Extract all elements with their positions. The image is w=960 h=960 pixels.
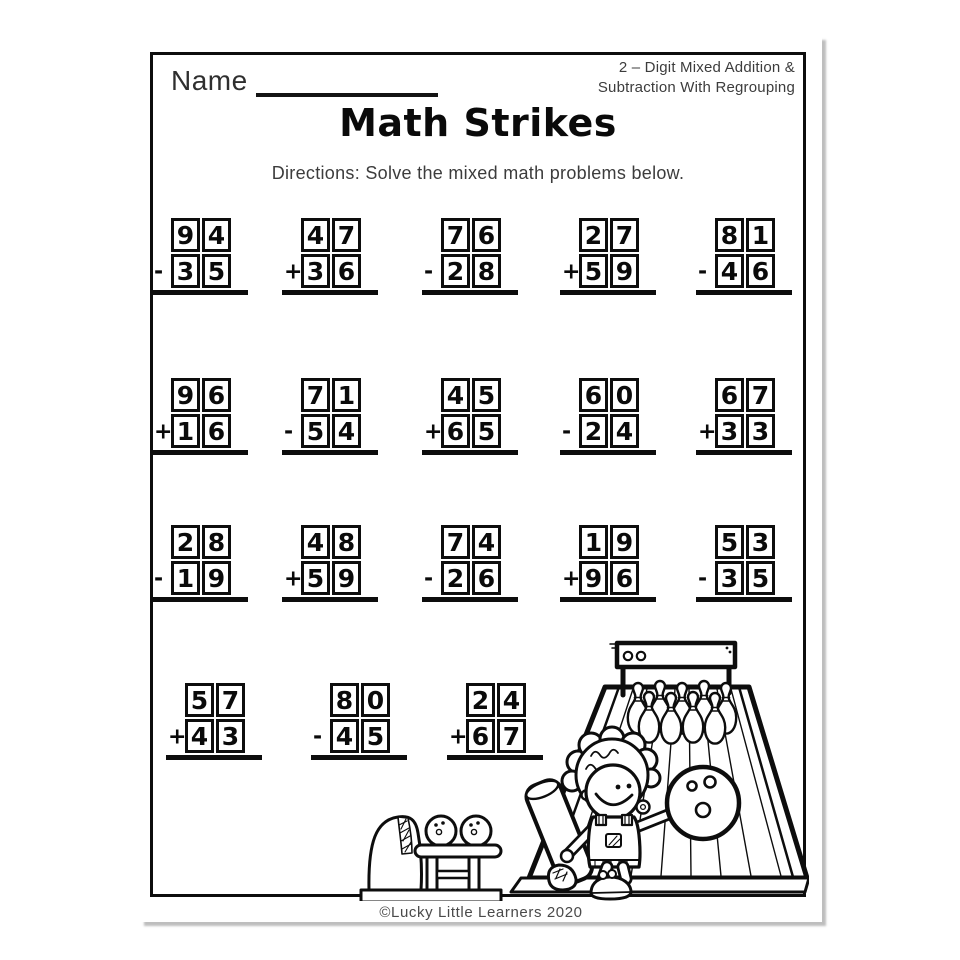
digit-cell-bottom-ones: 5	[746, 561, 775, 595]
digit-cell-bottom-tens: 4	[185, 719, 214, 753]
digit-cell-bottom-tens: 6	[441, 414, 470, 448]
digit-cell-top-tens: 2	[171, 525, 200, 559]
digit-cell-top-ones: 7	[216, 683, 245, 717]
digit-cell-bottom-ones: 6	[202, 414, 231, 448]
math-problem	[562, 218, 639, 288]
digit-cell-bottom-tens: 2	[441, 561, 470, 595]
worksheet-border	[150, 52, 806, 897]
digit-cell-bottom-ones: 6	[332, 254, 361, 288]
digit-cell-bottom-ones: 3	[216, 719, 245, 753]
digit-cell-top-tens: 4	[301, 525, 330, 559]
digit-cell-bottom-tens: 1	[171, 414, 200, 448]
math-problem	[284, 525, 361, 595]
digit-grid	[171, 525, 231, 595]
digit-cell-bottom-tens: 1	[171, 561, 200, 595]
digit-cell-top-tens: 4	[301, 218, 330, 252]
digit-cell-bottom-ones: 4	[610, 414, 639, 448]
digit-cell-top-tens: 6	[579, 378, 608, 412]
digit-cell-top-tens: 7	[301, 378, 330, 412]
math-problem	[154, 218, 231, 288]
operator-sign: +	[424, 419, 443, 445]
digit-cell-bottom-tens: 2	[579, 414, 608, 448]
digit-cell-bottom-tens: 2	[441, 254, 470, 288]
digit-cell-top-ones: 0	[361, 683, 390, 717]
math-problem	[168, 683, 245, 753]
digit-cell-bottom-ones: 3	[746, 414, 775, 448]
digit-cell-bottom-ones: 6	[472, 561, 501, 595]
digit-cell-bottom-ones: 9	[202, 561, 231, 595]
answer-line	[560, 290, 656, 295]
digit-cell-bottom-tens: 5	[579, 254, 608, 288]
digit-cell-top-ones: 5	[472, 378, 501, 412]
digit-cell-top-ones: 4	[472, 525, 501, 559]
answer-line	[152, 597, 248, 602]
operator-sign: -	[698, 259, 708, 285]
directions-text: Directions: Solve the mixed math problems below.	[271, 163, 685, 183]
math-problem	[562, 525, 639, 595]
answer-line	[282, 450, 378, 455]
digit-cell-top-tens: 2	[579, 218, 608, 252]
digit-cell-top-tens: 5	[185, 683, 214, 717]
digit-cell-bottom-ones: 7	[497, 719, 526, 753]
math-problem	[154, 378, 231, 448]
digit-cell-bottom-tens: 3	[171, 254, 200, 288]
digit-cell-bottom-tens: 3	[715, 561, 744, 595]
operator-sign: -	[154, 566, 164, 592]
digit-cell-top-tens: 6	[715, 378, 744, 412]
digit-grid	[441, 525, 501, 595]
digit-grid	[579, 378, 639, 448]
math-problem	[698, 378, 775, 448]
digit-cell-bottom-tens: 9	[579, 561, 608, 595]
answer-line	[696, 290, 792, 295]
digit-cell-bottom-tens: 5	[301, 414, 330, 448]
operator-sign: -	[313, 724, 323, 750]
bowling-illustration	[353, 629, 809, 901]
digit-cell-bottom-ones: 8	[472, 254, 501, 288]
digit-cell-top-ones: 8	[202, 525, 231, 559]
digit-cell-top-tens: 5	[715, 525, 744, 559]
digit-grid	[579, 525, 639, 595]
digit-cell-bottom-ones: 4	[332, 414, 361, 448]
digit-cell-top-tens: 4	[441, 378, 470, 412]
math-problem	[284, 218, 361, 288]
operator-sign: +	[562, 259, 581, 285]
digit-cell-top-ones: 7	[332, 218, 361, 252]
math-problem	[424, 378, 501, 448]
answer-line	[560, 450, 656, 455]
bowling-shoe-icon	[548, 865, 576, 890]
digit-cell-top-ones: 7	[746, 378, 775, 412]
digit-cell-bottom-ones: 9	[610, 254, 639, 288]
topic-tag-line1: 2 – Digit Mixed Addition &	[618, 59, 795, 76]
operator-sign: +	[168, 724, 187, 750]
operator-sign: -	[698, 566, 708, 592]
operator-sign: -	[562, 419, 572, 445]
name-label: Name	[171, 65, 248, 96]
digit-grid	[715, 525, 775, 595]
operator-sign: +	[698, 419, 717, 445]
digit-cell-top-ones: 0	[610, 378, 639, 412]
answer-line	[422, 450, 518, 455]
digit-cell-top-ones: 1	[332, 378, 361, 412]
digit-cell-top-tens: 8	[330, 683, 359, 717]
operator-sign: +	[284, 259, 303, 285]
digit-cell-bottom-tens: 6	[466, 719, 495, 753]
math-problem	[424, 218, 501, 288]
answer-line	[166, 755, 262, 760]
answer-line	[152, 450, 248, 455]
digit-cell-top-ones: 1	[746, 218, 775, 252]
digit-cell-bottom-ones: 5	[472, 414, 501, 448]
math-problem	[562, 378, 639, 448]
operator-sign: -	[154, 259, 164, 285]
digit-grid	[441, 378, 501, 448]
digit-cell-top-tens: 7	[441, 525, 470, 559]
math-problem	[698, 525, 775, 595]
digit-cell-top-tens: 9	[171, 218, 200, 252]
ball-return-bench-icon	[361, 816, 501, 901]
answer-line	[560, 597, 656, 602]
digit-cell-top-ones: 7	[610, 218, 639, 252]
digit-cell-bottom-tens: 4	[330, 719, 359, 753]
digit-cell-bottom-tens: 4	[715, 254, 744, 288]
answer-line	[282, 597, 378, 602]
digit-cell-bottom-ones: 9	[332, 561, 361, 595]
math-problem	[424, 525, 501, 595]
digit-grid	[715, 378, 775, 448]
bench-bowling-balls	[426, 816, 491, 846]
operator-sign: -	[424, 259, 434, 285]
digit-cell-top-tens: 7	[441, 218, 470, 252]
digit-grid	[301, 218, 361, 288]
worksheet-title: Math Strikes	[339, 101, 617, 145]
digit-cell-bottom-ones: 5	[202, 254, 231, 288]
digit-grid	[171, 218, 231, 288]
digit-cell-top-tens: 1	[579, 525, 608, 559]
answer-line	[422, 597, 518, 602]
digit-cell-top-ones: 6	[202, 378, 231, 412]
digit-cell-top-ones: 4	[202, 218, 231, 252]
digit-grid	[301, 378, 361, 448]
digit-cell-top-ones: 6	[472, 218, 501, 252]
bowling-ball-icon	[667, 767, 739, 839]
digit-cell-bottom-tens: 5	[301, 561, 330, 595]
answer-line	[282, 290, 378, 295]
answer-line	[422, 290, 518, 295]
topic-tag-line2: Subtraction With Regrouping	[597, 79, 795, 97]
digit-cell-bottom-tens: 3	[301, 254, 330, 288]
operator-sign: +	[449, 724, 468, 750]
digit-grid	[579, 218, 639, 288]
operator-sign: +	[562, 566, 581, 592]
digit-cell-bottom-tens: 3	[715, 414, 744, 448]
digit-grid	[715, 218, 775, 288]
operator-sign: +	[154, 419, 173, 445]
answer-line	[152, 290, 248, 295]
digit-cell-top-ones: 3	[746, 525, 775, 559]
answer-line	[696, 450, 792, 455]
answer-line	[696, 597, 792, 602]
digit-cell-top-ones: 4	[497, 683, 526, 717]
digit-cell-top-tens: 9	[171, 378, 200, 412]
operator-sign: -	[424, 566, 434, 592]
math-problem	[284, 378, 361, 448]
digit-grid	[171, 378, 231, 448]
digit-cell-top-ones: 8	[332, 525, 361, 559]
worksheet-paper	[140, 36, 822, 922]
digit-cell-top-tens: 8	[715, 218, 744, 252]
digit-cell-bottom-ones: 5	[361, 719, 390, 753]
math-problem	[698, 218, 775, 288]
digit-cell-top-ones: 9	[610, 525, 639, 559]
digit-grid	[441, 218, 501, 288]
digit-cell-bottom-ones: 6	[746, 254, 775, 288]
digit-grid	[185, 683, 245, 753]
operator-sign: -	[284, 419, 294, 445]
operator-sign: +	[284, 566, 303, 592]
math-problem	[154, 525, 231, 595]
digit-cell-bottom-ones: 6	[610, 561, 639, 595]
digit-grid	[301, 525, 361, 595]
digit-cell-top-tens: 2	[466, 683, 495, 717]
copyright-footer: ©Lucky Little Learners 2020	[379, 904, 583, 921]
